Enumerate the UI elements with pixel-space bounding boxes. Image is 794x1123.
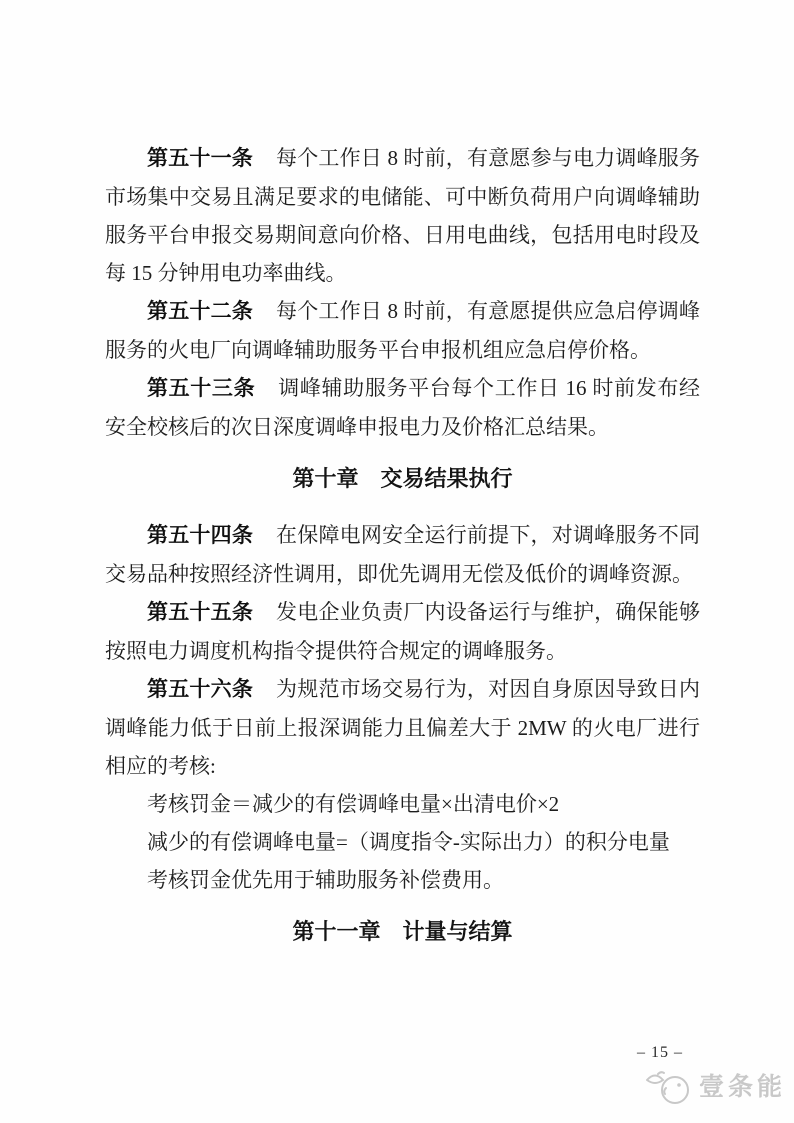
article-text: 为规范市场交易行为，对因自身原因导致日内 — [276, 677, 701, 701]
fish-icon — [644, 1068, 692, 1106]
document-line — [105, 593, 700, 632]
document-line: 减少的有偿调峰电量=（调度指令-实际出力）的积分电量 — [147, 830, 670, 854]
document-line: 市场集中交易且满足要求的电储能、可中断负荷用户向调峰辅助 — [105, 185, 700, 209]
article-number: 第五十六条 — [147, 678, 254, 701]
article-number: 第五十四条 — [147, 524, 254, 547]
document-line: 调峰能力低于日前上报深调能力且偏差大于 2MW 的火电厂进行 — [105, 716, 700, 740]
document-body — [105, 0, 700, 951]
page-number: – 15 – — [637, 1044, 683, 1061]
document-line — [105, 292, 700, 331]
watermark-text: 壹条能 — [698, 1072, 786, 1101]
document-line: 每 15 分钟用电功率曲线。 — [105, 261, 347, 285]
document-line: 服务的火电厂向调峰辅助服务平台申报机组应急启停价格。 — [105, 338, 651, 362]
article-number: 第五十三条 — [147, 377, 256, 400]
article-number: 第五十五条 — [147, 601, 254, 624]
document-line — [105, 369, 700, 408]
chapter-heading: 第十一章 计量与结算 — [292, 919, 513, 944]
document-line: 考核罚金优先用于辅助服务补偿费用。 — [147, 868, 504, 892]
article-number: 第五十二条 — [147, 300, 253, 323]
article-text: 在保障电网安全运行前提下，对调峰服务不同 — [276, 523, 701, 547]
article-text: 每个工作日 8 时前，有意愿提供应急启停调峰 — [276, 299, 700, 323]
article-text: 调峰辅助服务平台每个工作日 16 时前发布经 — [278, 376, 701, 400]
article-text: 发电企业负责厂内设备运行与维护，确保能够 — [276, 600, 701, 624]
watermark — [644, 1068, 786, 1106]
document-line — [105, 516, 700, 555]
article-number: 第五十一条 — [147, 147, 253, 170]
article-text: 每个工作日 8 时前，有意愿参与电力调峰服务 — [276, 146, 700, 170]
document-line — [105, 670, 700, 709]
document-line: 相应的考核: — [105, 754, 216, 778]
document-line: 按照电力调度机构指令提供符合规定的调峰服务。 — [105, 639, 567, 663]
document-line: 交易品种按照经济性调用，即优先调用无偿及低价的调峰资源。 — [105, 562, 693, 586]
document-line: 服务平台申报交易期间意向价格、日用电曲线，包括用电时段及 — [105, 223, 700, 247]
document-line: 考核罚金＝减少的有偿调峰电量×出清电价×2 — [147, 792, 560, 816]
document-line — [105, 139, 700, 178]
chapter-heading: 第十章 交易结果执行 — [292, 466, 513, 491]
document-line: 安全校核后的次日深度调峰申报电力及价格汇总结果。 — [105, 415, 609, 439]
